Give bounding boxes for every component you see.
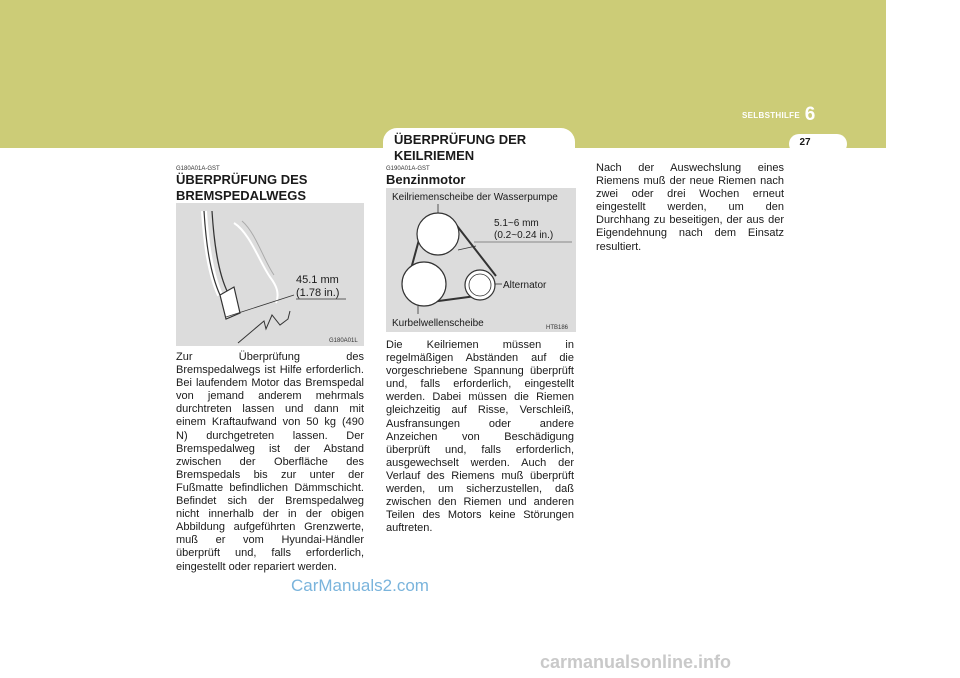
figure-code-left: G180A01L [329, 338, 358, 344]
crankshaft-label: Kurbelwellenscheibe [392, 318, 484, 329]
left-section-code: G180A01A-GST [176, 166, 220, 172]
footer-watermark: carmanualsonline.info [540, 652, 732, 672]
alternator-pulley [465, 270, 495, 300]
water-pump-label: Keilriemenscheibe der Wasserpumpe [392, 192, 558, 203]
middle-section-code: G190A01A-GST [386, 166, 430, 172]
section-title: ÜBERPRÜFUNG DER KEILRIEMEN [394, 132, 527, 163]
right-body-text: Nach der Auswechslung eines Riemens muß der neue Riemen nach zwei oder drei Wochen erneut eingestellt werden, um den Durchhang zu beseitigen, der aus der Eigendehnung nach dem Einsatz resultiert. [596, 162, 784, 253]
crankshaft-pulley [402, 262, 446, 306]
water-pump-pulley [417, 213, 459, 255]
brake-pedal-figure [176, 203, 364, 346]
shoe-shadow [242, 221, 274, 275]
measure-value-mm: 45.1 mm [296, 274, 339, 286]
carmanuals2-watermark: CarManuals2.com [291, 576, 429, 595]
figure-code-middle: HTB186 [546, 325, 569, 331]
floor-line [238, 311, 290, 343]
chapter-number: 6 [804, 104, 816, 125]
page-number: 27 [799, 137, 811, 148]
left-body-text: Zur Überprüfung des Bremspedalwegs ist Hilfe erforderlich. Bei laufendem Motor das Bremspedal von jemand anderem mehrmals durchtreten lassen und dann mit einem Kraftaufwand von 50 kg (490 N) durchgetreten lassen. Der Bremspedalweg ist der Abstand zwischen der Oberfläche des Bremspedals bis zur unter der Fußmatte befindlichen Dämmschicht. Befindet sich der Bremspedalweg nicht innerhalb der in der obigen Abbildung aufgeführten Grenzwerte, muß er vom Hyundai-Händler überprüft und, falls erforderlich, eingestellt oder repariert werden. [176, 351, 364, 573]
shoe-outline [234, 223, 278, 303]
brake-pedal-illustration [176, 203, 364, 346]
pedal-pad [220, 287, 240, 319]
middle-body-text: Die Keilriemen müssen in regelmäßigen Abständen auf die vorgeschriebene Spannung überprüft und, falls erforderlich, eingestellt werden. Dabei müssen die Riemen gleichzeitig auf Risse, Verschleiß, Ausfransungen oder andere Anzeichen von Beschädigung überprüft und, falls erforderlich, ausgewechselt werden. Auch der Verlauf des Riemens muß überprüft werden, um sicherzustellen, daß zwischen den Riemen und anderen Teilen des Motors keine Störungen auftreten. [386, 339, 574, 535]
middle-heading: Benzinmotor [386, 172, 466, 187]
belt-illustration [386, 188, 576, 332]
alternator-label: Alternator [503, 280, 547, 291]
deflection-value-in: (0.2~0.24 in.) [494, 230, 554, 241]
measure-value-in: (1.78 in.) [296, 287, 340, 299]
pedal-arm-highlight [204, 211, 220, 295]
header-band [0, 0, 886, 148]
left-heading: ÜBERPRÜFUNG DES BREMSPEDALWEGS [176, 172, 308, 203]
deflection-value-mm: 5.1~6 mm [494, 218, 539, 229]
belt-figure [386, 188, 576, 332]
section-name: SELBSTHILFE [742, 111, 800, 120]
